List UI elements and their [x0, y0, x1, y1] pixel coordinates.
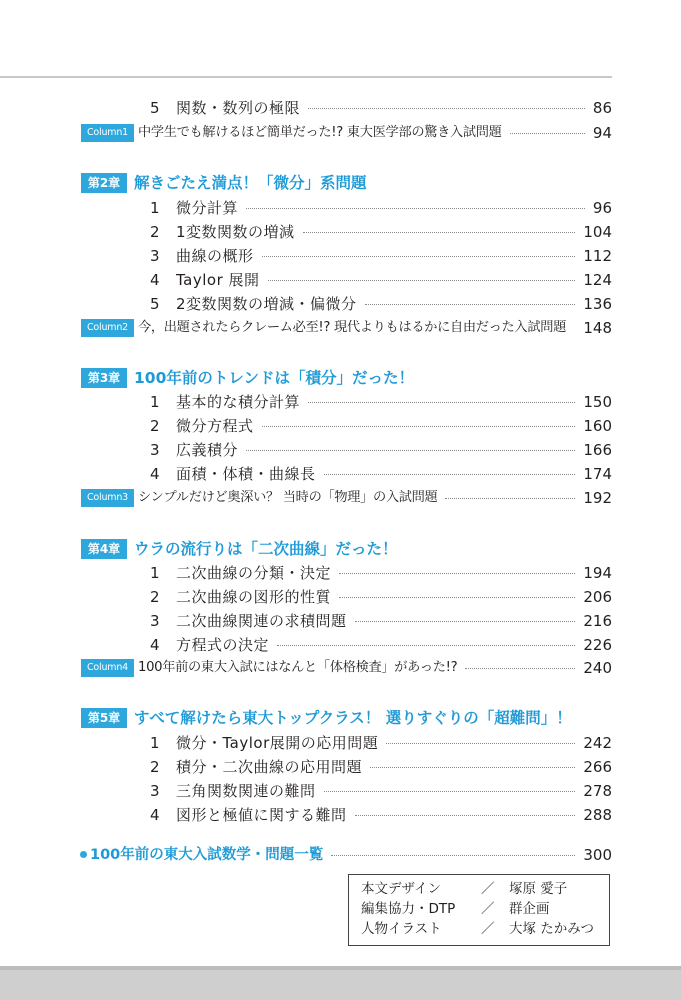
section-title: 2変数関数の増減・偏微分 [176, 295, 357, 313]
leader-dots [268, 280, 576, 281]
leader-dots [262, 426, 576, 427]
page-number: 206 [583, 588, 612, 606]
leader-dots [355, 815, 576, 816]
credit-separator: ／ [481, 921, 495, 937]
leader-dots [339, 573, 575, 574]
section-title: 二次曲線の図形的性質 [176, 588, 332, 606]
leader-dots [339, 597, 575, 598]
leader-dots [386, 743, 575, 744]
toc-section-row[interactable] [0, 585, 681, 609]
toc-section-row[interactable] [0, 633, 681, 657]
credit-name: 塚原 愛子 [509, 881, 568, 897]
credit-line [349, 879, 609, 899]
credits-box [348, 874, 610, 946]
chapter-badge: 第2章 [81, 173, 127, 193]
section-title: 二次曲線の分類・決定 [176, 564, 332, 582]
section-title: 方程式の決定 [176, 636, 270, 654]
toc-section-row[interactable] [0, 390, 681, 414]
credit-role: 編集協力・DTP [361, 901, 456, 917]
toc-column-row[interactable] [0, 486, 681, 510]
toc-section-row[interactable] [0, 268, 681, 292]
page-number: 226 [583, 636, 612, 654]
toc-column-row[interactable] [0, 656, 681, 680]
column-title: シンプルだけど奥深い？ 当時の「物理」の入試問題 [138, 490, 438, 505]
section-number: 2 [150, 588, 160, 606]
page-number: 112 [583, 247, 612, 265]
section-title: 二次曲線関連の求積問題 [176, 612, 347, 630]
section-number: 1 [150, 734, 160, 752]
section-number: 3 [150, 247, 160, 265]
page-number: 278 [583, 782, 612, 800]
section-title: 微分計算 [176, 199, 239, 217]
leader-dots [355, 621, 576, 622]
toc-chapter-row[interactable] [0, 366, 681, 390]
chapter-title: 解きごたえ満点！「微分」系問題 [134, 174, 367, 192]
leader-dots [370, 767, 575, 768]
leader-dots [365, 304, 576, 305]
page-number: 94 [592, 124, 612, 142]
leader-dots [246, 208, 585, 209]
section-title: 三角関数関連の難問 [176, 782, 316, 800]
toc-chapter-row[interactable] [0, 171, 681, 195]
bottom-band [0, 966, 681, 1000]
page-number: 266 [583, 758, 612, 776]
toc-column-row[interactable] [0, 316, 681, 340]
column-title: 中学生でも解けるほど簡単だった!? 東大医学部の驚き入試問題 [138, 125, 502, 140]
toc-section-row[interactable] [0, 779, 681, 803]
chapter-badge: 第3章 [81, 368, 127, 388]
section-number: 2 [150, 223, 160, 241]
leader-dots [308, 402, 575, 403]
toc-section-row[interactable] [0, 731, 681, 755]
section-number: 1 [150, 393, 160, 411]
page-number: 136 [583, 295, 612, 313]
section-number: 2 [150, 758, 160, 776]
section-number: 4 [150, 806, 160, 824]
toc-appendix-row[interactable] [0, 843, 681, 867]
page-number: 216 [583, 612, 612, 630]
leader-dots [465, 668, 575, 669]
page-number: 166 [583, 441, 612, 459]
column-badge: Column3 [81, 489, 134, 507]
top-rule [0, 76, 612, 78]
section-title: 広義積分 [176, 441, 239, 459]
toc-section-row[interactable] [0, 438, 681, 462]
leader-dots [308, 108, 585, 109]
page-number: 86 [592, 99, 612, 117]
section-title: 図形と極値に関する難問 [176, 806, 347, 824]
section-number: 5 [150, 99, 160, 117]
toc-section-row[interactable] [0, 96, 681, 120]
column-badge: Column2 [81, 319, 134, 337]
appendix-title: 100年前の東大入試数学・問題一覧 [90, 847, 324, 863]
page-number: 148 [583, 319, 612, 337]
column-title: 100年前の東大入試にはなんと「体格検査」があった!? [138, 660, 458, 675]
section-number: 1 [150, 564, 160, 582]
section-number: 4 [150, 271, 160, 289]
toc-section-row[interactable] [0, 803, 681, 827]
page-number: 150 [583, 393, 612, 411]
credit-separator: ／ [481, 881, 495, 897]
leader-dots [324, 474, 576, 475]
page-number: 174 [583, 465, 612, 483]
toc-section-row[interactable] [0, 196, 681, 220]
leader-dots [246, 450, 575, 451]
toc-column-row[interactable] [0, 121, 681, 145]
page-number: 288 [583, 806, 612, 824]
section-title: 基本的な積分計算 [176, 393, 301, 411]
leader-dots [445, 498, 575, 499]
toc-chapter-row[interactable] [0, 537, 681, 561]
section-number: 3 [150, 612, 160, 630]
section-number: 5 [150, 295, 160, 313]
leader-dots [510, 133, 585, 134]
chapter-badge: 第5章 [81, 708, 127, 728]
section-title: 面積・体積・曲線長 [176, 465, 316, 483]
credit-name: 大塚 たかみつ [509, 921, 595, 937]
page-number: 194 [583, 564, 612, 582]
toc-section-row[interactable] [0, 462, 681, 486]
leader-dots [303, 232, 576, 233]
chapter-title: すべて解けたら東大トップクラス！ 選りすぐりの「超難問」！ [134, 709, 572, 727]
leader-dots [324, 791, 576, 792]
page-number: 240 [583, 659, 612, 677]
bullet-icon [80, 851, 87, 858]
section-title: 1変数関数の増減 [176, 223, 295, 241]
chapter-badge: 第4章 [81, 539, 127, 559]
section-title: 微分・Taylor展開の応用問題 [176, 734, 379, 752]
toc-section-row[interactable] [0, 755, 681, 779]
leader-dots [331, 855, 575, 856]
section-title: 微分方程式 [176, 417, 254, 435]
leader-dots [262, 256, 576, 257]
column-title: 今，出題されたらクレーム必至!? 現代よりもはるかに自由だった入試問題 [138, 320, 566, 335]
toc-section-row[interactable] [0, 561, 681, 585]
page-number: 124 [583, 271, 612, 289]
section-title: 積分・二次曲線の応用問題 [176, 758, 363, 776]
page-number: 104 [583, 223, 612, 241]
section-number: 3 [150, 441, 160, 459]
credit-line [349, 919, 609, 939]
page-number: 96 [592, 199, 612, 217]
section-title: 関数・数列の極限 [176, 99, 301, 117]
credit-role: 本文デザイン [361, 881, 442, 897]
column-badge: Column4 [81, 659, 134, 677]
section-number: 2 [150, 417, 160, 435]
page-number: 192 [583, 489, 612, 507]
section-number: 4 [150, 465, 160, 483]
page-number: 160 [583, 417, 612, 435]
section-number: 4 [150, 636, 160, 654]
chapter-title: ウラの流行りは「二次曲線」だった！ [134, 540, 398, 558]
toc-section-row[interactable] [0, 220, 681, 244]
page-number: 242 [583, 734, 612, 752]
section-title: Taylor 展開 [176, 271, 260, 289]
toc-section-row[interactable] [0, 244, 681, 268]
section-number: 1 [150, 199, 160, 217]
toc-section-row[interactable] [0, 292, 681, 316]
toc-chapter-row[interactable] [0, 706, 681, 730]
credit-line [349, 899, 609, 919]
leader-dots [277, 645, 575, 646]
toc-section-row[interactable] [0, 609, 681, 633]
page-number: 300 [583, 846, 612, 864]
chapter-title: 100年前のトレンドは「積分」だった！ [134, 369, 414, 387]
section-title: 曲線の概形 [176, 247, 254, 265]
column-badge: Column1 [81, 124, 134, 142]
credit-separator: ／ [481, 901, 495, 917]
section-number: 3 [150, 782, 160, 800]
credit-name: 群企画 [509, 901, 550, 917]
toc-section-row[interactable] [0, 414, 681, 438]
credit-role: 人物イラスト [361, 921, 442, 937]
